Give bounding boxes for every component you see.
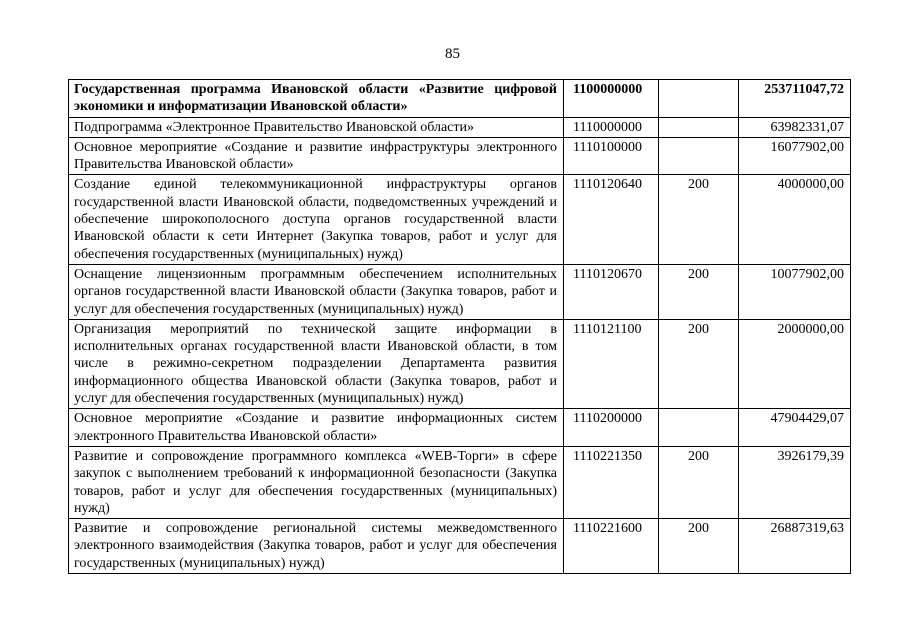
expense-type-cell: 200 bbox=[659, 519, 739, 574]
expense-type-cell bbox=[659, 117, 739, 137]
table-row bbox=[69, 137, 851, 175]
table-row bbox=[69, 175, 851, 264]
expense-type-cell: 200 bbox=[659, 264, 739, 319]
target-code-cell: 1110120640 bbox=[564, 175, 659, 264]
amount-cell: 47904429,07 bbox=[739, 409, 851, 447]
page-number: 85 bbox=[445, 46, 460, 62]
program-name-cell: Организация мероприятий по технической защите информации в исполнительных органах государственной власти Ивановской области, в том числе в режимно-секретном подразделении Департамента развития информационного общества Ивановской области (Закупка товаров, работ и услуг для обеспечения государственных (муниципальных) нужд) bbox=[69, 319, 564, 408]
table-row bbox=[69, 446, 851, 518]
program-name-cell: Подпрограмма «Электронное Правительство Ивановской области» bbox=[69, 117, 564, 137]
table-row bbox=[69, 80, 851, 118]
budget-table bbox=[68, 79, 851, 574]
program-name-cell: Основное мероприятие «Создание и развитие информационных систем электронного Правительства Ивановской области» bbox=[69, 409, 564, 447]
target-code-cell: 1100000000 bbox=[564, 80, 659, 118]
budget-table-body bbox=[69, 80, 851, 574]
program-name-cell: Государственная программа Ивановской области «Развитие цифровой экономики и информатизации Ивановской области» bbox=[69, 80, 564, 118]
table-row bbox=[69, 264, 851, 319]
target-code-cell: 1110120670 bbox=[564, 264, 659, 319]
amount-cell: 2000000,00 bbox=[739, 319, 851, 408]
program-name-cell: Оснащение лицензионным программным обеспечением исполнительных органов государственной власти Ивановской области (Закупка товаров, работ и услуг для обеспечения государственных (муниципальных) нужд) bbox=[69, 264, 564, 319]
table-row bbox=[69, 117, 851, 137]
program-name-cell: Основное мероприятие «Создание и развитие инфраструктуры электронного Правительства Ивановской области» bbox=[69, 137, 564, 175]
expense-type-cell bbox=[659, 80, 739, 118]
target-code-cell: 1110100000 bbox=[564, 137, 659, 175]
table-row bbox=[69, 519, 851, 574]
table-row bbox=[69, 409, 851, 447]
expense-type-cell: 200 bbox=[659, 319, 739, 408]
expense-type-cell bbox=[659, 409, 739, 447]
amount-cell: 26887319,63 bbox=[739, 519, 851, 574]
amount-cell: 63982331,07 bbox=[739, 117, 851, 137]
target-code-cell: 1110000000 bbox=[564, 117, 659, 137]
program-name-cell: Развитие и сопровождение региональной системы межведомственного электронного взаимодействия (Закупка товаров, работ и услуг для обеспечения государственных (муниципальных) нужд) bbox=[69, 519, 564, 574]
amount-cell: 253711047,72 bbox=[739, 80, 851, 118]
program-name-cell: Создание единой телекоммуникационной инфраструктуры органов государственной власти Ивановской области, подведомственных учреждений и обеспечение широкополосного доступа органов государственной власти Ивановской области к сети Интернет (Закупка товаров, работ и услуг для обеспечения государственных (муниципальных) нужд) bbox=[69, 175, 564, 264]
target-code-cell: 1110221600 bbox=[564, 519, 659, 574]
amount-cell: 4000000,00 bbox=[739, 175, 851, 264]
amount-cell: 10077902,00 bbox=[739, 264, 851, 319]
expense-type-cell: 200 bbox=[659, 175, 739, 264]
target-code-cell: 1110221350 bbox=[564, 446, 659, 518]
expense-type-cell: 200 bbox=[659, 446, 739, 518]
expense-type-cell bbox=[659, 137, 739, 175]
target-code-cell: 1110121100 bbox=[564, 319, 659, 408]
target-code-cell: 1110200000 bbox=[564, 409, 659, 447]
amount-cell: 16077902,00 bbox=[739, 137, 851, 175]
amount-cell: 3926179,39 bbox=[739, 446, 851, 518]
program-name-cell: Развитие и сопровождение программного комплекса «WEB-Торги» в сфере закупок с выполнением требований к информационной безопасности (Закупка товаров, работ и услуг для обеспечения государственных (муниципальных) нужд) bbox=[69, 446, 564, 518]
table-row bbox=[69, 319, 851, 408]
